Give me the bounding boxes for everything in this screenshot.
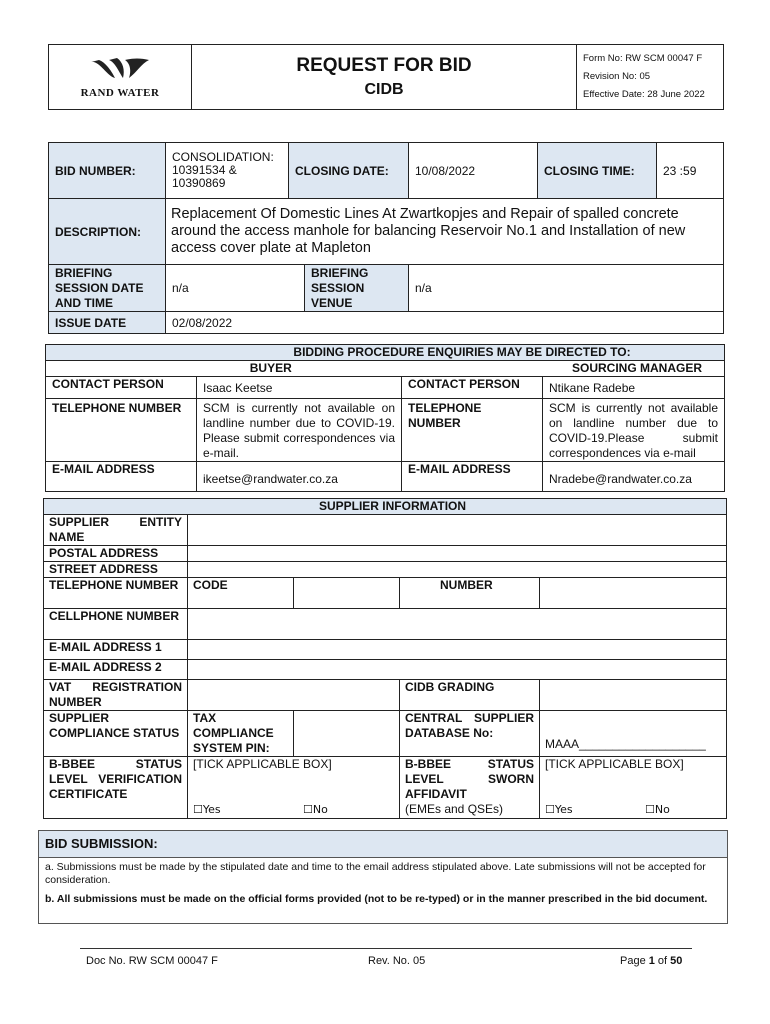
bbbee-affidavit-checkboxes: [545, 802, 721, 817]
bid-submission-box: [38, 830, 728, 924]
enquiries-table: [45, 344, 725, 492]
csd-label: CENTRAL SUPPLIER DATABASE No:: [400, 711, 540, 757]
bbbee-affidavit-label-cell: [400, 757, 540, 819]
footer-doc-number: Doc No. RW SCM 00047 F: [86, 955, 218, 967]
rand-water-logo: [53, 56, 187, 99]
buyer-heading: BUYER: [46, 361, 402, 377]
email2-field[interactable]: [188, 660, 727, 680]
revision-number: Revision No: 05: [583, 71, 651, 82]
submission-rule-a: a. Submissions must be made by the stipulated date and time to the email address stipulated above. Late submissions will not be accepted for consideration.: [45, 861, 706, 886]
bbbee-cert-tick-note: [TICK APPLICABLE BOX]: [193, 757, 332, 771]
sourcing-heading: SOURCING MANAGER: [402, 361, 725, 377]
telephone-code-label: CODE: [188, 578, 294, 609]
closing-time-value: 23 :59: [657, 143, 724, 199]
footer-page-of: of: [654, 955, 671, 967]
telephone-code-field[interactable]: [294, 578, 400, 609]
sourcing-phone-label: TELEPHONE NUMBER: [402, 399, 543, 462]
tax-pin-field[interactable]: [294, 711, 400, 757]
bbbee-cert-no-checkbox[interactable]: ☐No: [303, 803, 328, 816]
cellphone-field[interactable]: [188, 609, 727, 640]
bid-number-label: BID NUMBER:: [49, 143, 166, 199]
buyer-phone-label: TELEPHONE NUMBER: [46, 399, 197, 462]
sourcing-email-value[interactable]: Nradebe@randwater.co.za: [543, 462, 725, 492]
sourcing-contact-label: CONTACT PERSON: [402, 377, 543, 399]
issue-date-label: ISSUE DATE: [49, 312, 166, 334]
bbbee-affidavit-note: (EMEs and QSEs): [405, 802, 504, 816]
buyer-email-value[interactable]: ikeetse@randwater.co.za: [197, 462, 402, 492]
vat-label: VAT REGISTRATION NUMBER: [44, 680, 188, 711]
footer-page-number: [620, 955, 682, 967]
supplier-entity-field[interactable]: [188, 515, 727, 546]
street-address-label: STREET ADDRESS: [44, 562, 188, 578]
buyer-contact-label: CONTACT PERSON: [46, 377, 197, 399]
vat-field[interactable]: [188, 680, 400, 711]
cellphone-label: CELLPHONE NUMBER: [44, 609, 188, 640]
footer-page-current: 1: [648, 955, 655, 967]
bbbee-affidavit-no-checkbox[interactable]: ☐No: [645, 803, 670, 816]
submission-rule-b: b. All submissions must be made on the official forms provided (not to be re-typed) or in the manner prescribed in the bid document.: [45, 893, 708, 905]
telephone-label: TELEPHONE NUMBER: [44, 578, 188, 609]
page-footer: [80, 948, 692, 967]
briefing-venue-value: n/a: [409, 265, 724, 312]
enquiries-title: BIDDING PROCEDURE ENQUIRIES MAY BE DIRECTED TO:: [46, 345, 725, 361]
email2-label: E-MAIL ADDRESS 2: [44, 660, 188, 680]
briefing-date-value: n/a: [166, 265, 305, 311]
closing-date-label: CLOSING DATE:: [289, 143, 409, 199]
tax-pin-label: TAX COMPLIANCE SYSTEM PIN:: [188, 711, 294, 757]
bid-number-value: CONSOLIDATION: 10391534 & 10390869: [166, 143, 289, 199]
supplier-info-title: SUPPLIER INFORMATION: [44, 499, 727, 515]
description-label: DESCRIPTION:: [49, 199, 166, 265]
bbbee-cert-options: [188, 757, 400, 819]
telephone-number-field[interactable]: [540, 578, 727, 609]
footer-page-total: 50: [670, 955, 683, 967]
buyer-email-label: E-MAIL ADDRESS: [46, 462, 197, 492]
logo-cell: [49, 45, 192, 110]
closing-date-value: 10/08/2022: [409, 143, 538, 199]
company-name: RAND WATER: [80, 86, 160, 99]
briefing-date-group: [166, 265, 409, 312]
form-info-cell: [577, 45, 724, 110]
bbbee-cert-label: B-BBEE STATUS LEVEL VERIFICATION CERTIFICATE: [44, 757, 188, 819]
footer-page-prefix: Page: [620, 955, 649, 967]
rand-water-logo-icon: [85, 56, 155, 82]
briefing-inner: [166, 265, 408, 311]
briefing-venue-label: BRIEFING SESSION VENUE: [305, 265, 409, 311]
street-address-field[interactable]: [188, 562, 727, 578]
effective-date: Effective Date: 28 June 2022: [583, 89, 705, 100]
email1-field[interactable]: [188, 640, 727, 660]
issue-date-value: 02/08/2022: [166, 312, 724, 334]
postal-address-label: POSTAL ADDRESS: [44, 546, 188, 562]
buyer-phone-value: SCM is currently not available on landline number due to COVID-19. Please submit correspondences via e-mail.: [197, 399, 402, 462]
page-subtitle: CIDB: [364, 81, 404, 98]
briefing-date-label: BRIEFING SESSION DATE AND TIME: [49, 265, 166, 312]
buyer-contact-value: Isaac Keetse: [197, 377, 402, 399]
form-number: Form No: RW SCM 00047 F: [583, 53, 703, 64]
title-cell: [192, 45, 577, 110]
sourcing-email-label: E-MAIL ADDRESS: [402, 462, 543, 492]
bbbee-affidavit-options: [540, 757, 727, 819]
bbbee-affidavit-yes-checkbox[interactable]: ☐Yes: [545, 803, 573, 816]
postal-address-field[interactable]: [188, 546, 727, 562]
closing-time-label: CLOSING TIME:: [538, 143, 657, 199]
footer-revision: Rev. No. 05: [368, 955, 426, 967]
telephone-number-label: NUMBER: [400, 578, 540, 609]
csd-field[interactable]: MAAA___________________: [540, 711, 727, 757]
document-header: [48, 44, 724, 110]
email1-label: E-MAIL ADDRESS 1: [44, 640, 188, 660]
bid-details-table: [48, 142, 724, 334]
description-value: Replacement Of Domestic Lines At Zwartkopjes and Repair of spalled concrete around the access manhole for balancing Reservoir No.1 and Installation of new access cover plate at Mapleton: [166, 199, 724, 265]
compliance-label: SUPPLIER COMPLIANCE STATUS: [44, 711, 188, 757]
bbbee-affidavit-tick-note: [TICK APPLICABLE BOX]: [545, 757, 684, 771]
page-title: REQUEST FOR BID: [296, 55, 472, 76]
bbbee-affidavit-label: B-BBEE STATUS LEVEL SWORN AFFIDAVIT: [405, 757, 534, 801]
cidb-grading-label: CIDB GRADING: [400, 680, 540, 711]
supplier-info-table: [43, 498, 727, 819]
supplier-entity-label: SUPPLIER ENTITY NAME: [44, 515, 188, 546]
bid-submission-title: BID SUBMISSION:: [39, 831, 727, 858]
bbbee-cert-yes-checkbox[interactable]: ☐Yes: [193, 803, 221, 816]
sourcing-phone-value: SCM is currently not available on landline number due to COVID-19.Please submit correspondences via e-mail: [543, 399, 725, 462]
cidb-grading-field[interactable]: [540, 680, 727, 711]
sourcing-contact-value: Ntikane Radebe: [543, 377, 725, 399]
bbbee-cert-checkboxes: [193, 802, 394, 817]
